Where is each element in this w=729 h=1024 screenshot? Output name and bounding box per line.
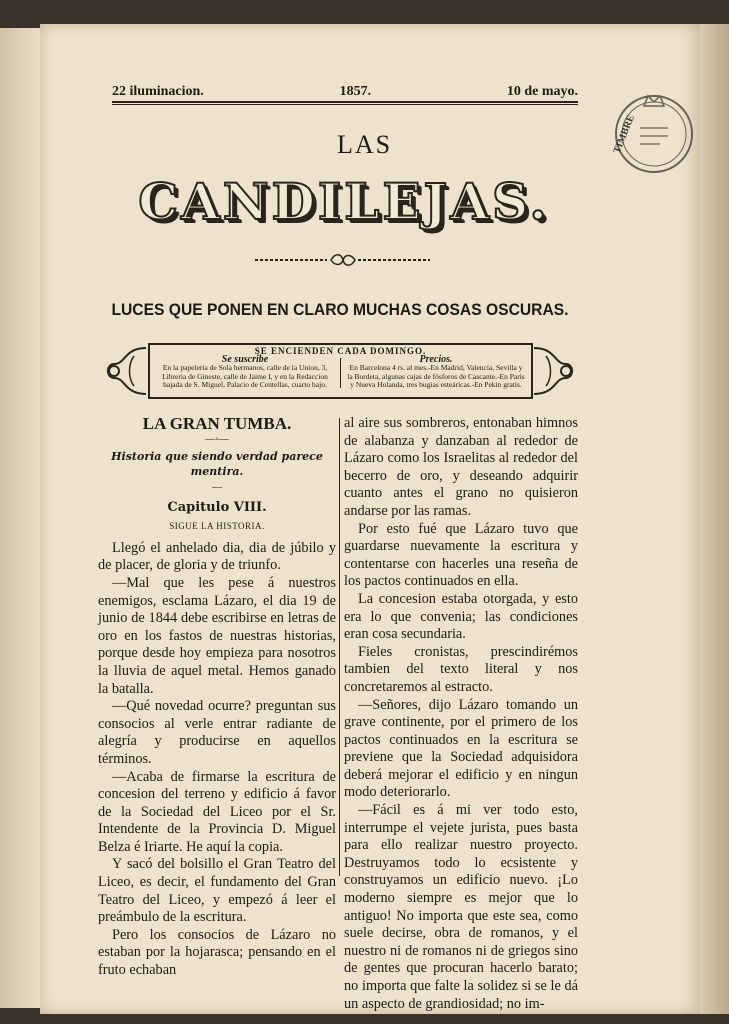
- paragraph: La concesion estaba otorgada, y esto era lo que convenia; las condiciones eran cosa secundaria.: [344, 590, 578, 643]
- title-small: LAS: [336, 130, 393, 159]
- paragraph: —Fácil es á mi ver todo esto, interrumpe el vejete jurista, pues basta para ello realizar nuestro proyecto. Destruyamos todo lo ecsistente y construyamos un edificio nuevo. ¡Lo moderno siempre es mejor que lo antiguo! No importa que este sea, como suele decirse, obra de romanos, y el nuestro ni de romanos ni de griegos sino de gentes que procuran hacerlo barato; no importa que falte la solidez si se le dá un aspecto de grandiosidad; no im-: [344, 802, 578, 1012]
- tax-stamp: [610, 84, 694, 176]
- subscribe-title: Se suscribe: [221, 353, 269, 365]
- left-flourish-icon: [104, 342, 148, 400]
- right-flourish-icon: [532, 342, 576, 400]
- sigue-label: SIGUE LA HISTORIA.: [169, 521, 265, 532]
- paragraph: Por esto fué que Lázaro tuvo que guardarse nuevamente la escritura y contentarse con hacerles una reseña de los pactos continuados en ella.: [344, 520, 578, 590]
- page-stack-edge: [700, 24, 729, 1014]
- paragraph: Llegó el anhelado dia, dia de júbilo y de placer, de gloria y de triunfo.: [98, 539, 336, 574]
- paragraph: —Acaba de firmarse la escritura de concesion del terreno y edificio á favor de la Sociedad del Liceo por el Sr. Intendente de la Provincia D. Miguel Belza é Iriarte. He aquí la copia.: [98, 768, 336, 855]
- masthead-issue: 22 iluminacion.: [112, 84, 204, 99]
- masthead-rule: [112, 104, 578, 105]
- chapter-heading: Capitulo VIII.: [167, 499, 267, 515]
- paragraph: —Qué novedad ocurre? preguntan sus consocios al verle entrar radiante de alegría y producirse en aquellos términos.: [98, 698, 336, 767]
- paragraph: —Mal que les pese á nuestros enemigos, esclama Lázaro, el dia 19 de junio de 1844 debe escribirse en letras de oro en los fastos de nuestras historias, porque desde hoy empieza para nosotros la lluvia de aquel metal. Hemos ganado la batalla.: [98, 574, 336, 697]
- subscribe-column: [150, 353, 340, 390]
- paragraph: Y sacó del bolsillo el Gran Teatro del Liceo, es decir, el fundamento del Gran Teatro del Liceo, y empezó á leer el preámbulo de la escritura.: [98, 856, 336, 926]
- stamp-text: TIMBRE: [611, 113, 637, 156]
- column-rule: [339, 418, 340, 876]
- column-left: [98, 415, 336, 980]
- article-subtitle: Historia que siendo verdad parece mentira.: [111, 449, 323, 478]
- info-heading: SE ENCIENDEN CADA DOMINGO.: [254, 346, 427, 356]
- ornament-divider-icon: [255, 252, 430, 268]
- paragraph: Fieles cronistas, prescindirémos tambien del texto literal y nos concretaremos al estracto.: [344, 643, 578, 695]
- masthead-year: 1857.: [339, 84, 372, 99]
- paragraph: Pero los consocios de Lázaro no estaban por la hojarasca; pensando en el fruto echaban: [98, 926, 336, 979]
- masthead-date: 10 de mayo.: [506, 84, 578, 99]
- masthead: [112, 84, 578, 103]
- title-main: CANDILEJAS.: [138, 172, 550, 231]
- prices-column: [341, 353, 531, 390]
- paragraph: al aire sus sombreros, entonaban himnos de alabanza y danzaban al rededor de Lázaro como los Israelitas al rededor del becerro de oro, y deseando adquirir cuanto antes el grano no quisieron andarse por las ramas.: [344, 415, 578, 519]
- prices-text: En Barcelona 4 rs. al mes.-En Madrid, Valencia, Sevilla y la Bordeta, algunas cajas de fósforos de Cascante.-En Paris y Nueva Holanda, tres bugías esteáricas.-En Pekin gratis.: [347, 363, 525, 389]
- facing-page-edge: [0, 28, 41, 1008]
- subtitle: LUCES QUE PONEN EN CLARO MUCHAS COSAS OSCURAS.: [111, 300, 569, 319]
- title-rule: —◦—: [205, 433, 229, 445]
- subscription-box: [148, 343, 533, 399]
- paragraph: —Señores, dijo Lázaro tomando un grave continente, por el primero de los pactos continuados en la escritura se previene que la Sociedad adquisidora deberá mejorar el edificio y en ningun modo deteriorarlo.: [344, 696, 578, 801]
- article-title: LA GRAN TUMBA.: [142, 414, 292, 433]
- prices-title: Precios.: [419, 353, 453, 365]
- subtitle-rule: —: [212, 481, 222, 493]
- column-right: [344, 415, 578, 1013]
- crown-icon: [644, 96, 664, 106]
- subscribe-text: En la papeleria de Sola hermanos, calle de la Union, 3, Libreria de Gineste, calle de Jaime I, y en la Redaccion bajada de S. Miguel, Palacio de Centellas, cuarto bajo.: [162, 363, 328, 389]
